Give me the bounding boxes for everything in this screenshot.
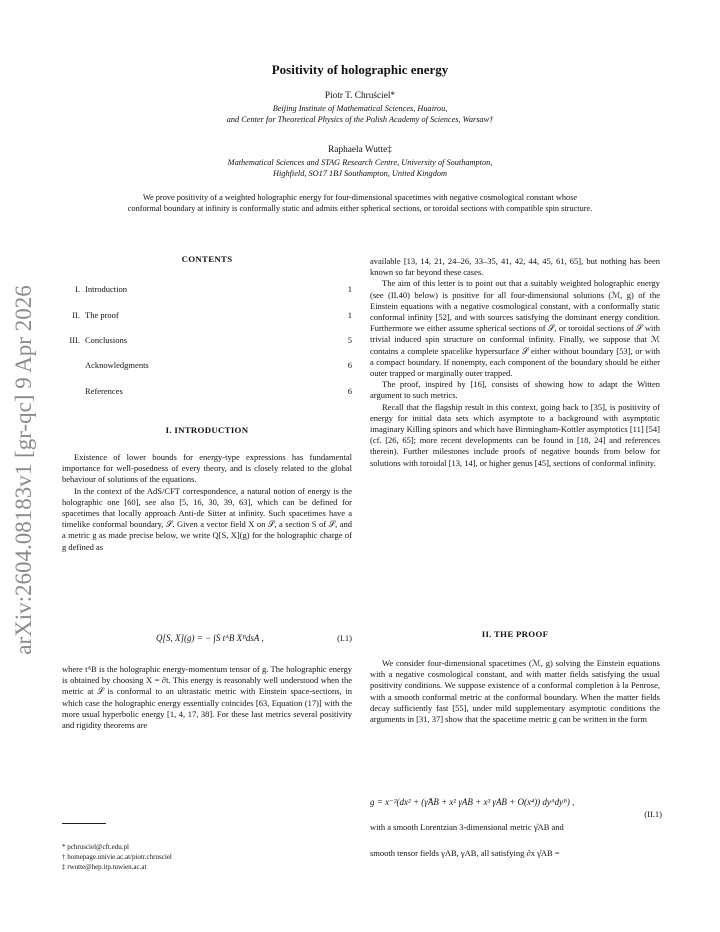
toc-label: References xyxy=(85,386,123,396)
toc-label: Conclusions xyxy=(85,335,128,345)
equation-body: Q[S, X](g) = − ∫S tᴬB XᴮdsA , xyxy=(156,633,264,643)
toc-label: Introduction xyxy=(85,284,128,294)
intro-paragraph-1: Existence of lower bounds for energy-type expressions has fundamental importance for well-posedness of every theory, and is closely related to the global behaviour of solutions of the equations. xyxy=(62,452,352,485)
toc-label: The proof xyxy=(85,310,119,320)
proof-body xyxy=(370,658,660,725)
equation-number: (II.1) xyxy=(644,809,662,819)
right-column-body xyxy=(370,256,660,469)
arxiv-id: arXiv:2604.08183v1 [gr-qc] 9 Apr 2026 xyxy=(11,285,36,655)
arxiv-stamp xyxy=(2,270,46,670)
paragraph-smooth-metric: with a smooth Lorentzian 3-dimensional metric γ̊AB and xyxy=(370,822,564,832)
intro-paragraph-2: In the context of the AdS/CFT correspondence, a natural notion of energy is the holographic one [60], see also [5, 16, 30, 39, 63], which can be defined for spacetimes that locally approach Anti-de Sitter at infinity. Such spacetimes have a timelike conformal boundary, 𝒮. Given a vector field X on 𝒮, a section S of 𝒮, and a metric g as made precise below, we write Q[S, X](g) for the holographic charge of g defined as xyxy=(62,485,352,552)
author-1-name: Piotr T. Chruściel* xyxy=(324,91,396,101)
contents-heading: CONTENTS xyxy=(181,254,233,264)
paragraph-consider: We consider four-dimensional spacetimes (ℳ, g) solving the Einstein equations with a negative cosmological constant, and with matter fields satisfying the usual positivity conditions. We suppose existence of a conformal completion à la Penrose, with a smooth conformal metric at the conformal boundary. When the matter fields decay sufficiently fast [55], under mild supplementary asymptotic conditions the arguments in [31, 37] show that the spacetime metric g can be written in the form xyxy=(370,658,660,725)
author-1-affiliation-1: Beijing Institute of Mathematical Sciences, Huairou, xyxy=(272,104,448,113)
section-1-heading: I. INTRODUCTION xyxy=(165,425,249,435)
paper-title: Positivity of holographic energy xyxy=(271,62,449,77)
toc-item-the-proof[interactable] xyxy=(62,310,352,322)
footnote-rule xyxy=(62,823,106,824)
footnote-3: ‡ rwutte@hep.itp.tuwien.ac.at xyxy=(62,863,147,871)
footnote-2: † homepage.univie.ac.at/piotr.chrusciel xyxy=(62,853,172,861)
toc-item-references[interactable] xyxy=(62,386,352,398)
toc-number: II. xyxy=(72,310,80,320)
toc-page: 1 xyxy=(347,310,352,320)
toc-item-conclusions[interactable] xyxy=(62,335,352,347)
toc-page: 1 xyxy=(347,284,352,294)
paragraph-proof-idea: The proof, inspired by [16], consists of showing how to adapt the Witten argument to such metrics. xyxy=(370,379,660,401)
intro-paragraph-3-block xyxy=(62,664,352,731)
author-1-affiliation-2: and Center for Theoretical Physics of the Polish Academy of Sciences, Warsaw† xyxy=(226,115,494,124)
introduction-body xyxy=(62,452,352,553)
equation-body: g = x⁻²(dx² + (γ̊AB + x² γAB + x³ γAB + O(x⁴)) dyᴬdyᴮ) , xyxy=(370,797,575,807)
footnote-1: * pchrusciel@cft.edu.pl xyxy=(62,843,129,851)
paragraph-continuation: available [13, 14, 21, 24–26, 33–35, 41, 42, 44, 45, 61, 65], but nothing has been known so far beyond these cases. xyxy=(370,256,660,278)
equation-number: (I.1) xyxy=(337,633,352,643)
toc-number: III. xyxy=(69,335,80,345)
paragraph-smooth-tensors: smooth tensor fields γAB, γAB, all satisfying ∂x γ̊AB = xyxy=(370,848,560,858)
paragraph-recall: Recall that the flagship result in this context, going back to [35], is positivity of energy for initial data sets which asymptote to a background with asymptotic imaginary Killing spinors and which have Birmingham-Kottler asymptotics [11] [54] (cf. [26, 65]; more recent developments can be found in [18, 24] and references therein). Further milestones include proofs of negative bounds from below for solutions with toroidal [13, 14], or higher genus [45], sections of conformal infinity. xyxy=(370,401,660,468)
toc-page: 6 xyxy=(347,386,352,396)
toc-label: Acknowledgments xyxy=(85,360,149,370)
section-2-heading: II. THE PROOF xyxy=(481,629,549,639)
author-2-affiliation-2: Highfield, SO17 1BJ Southampton, United Kingdom xyxy=(273,169,447,178)
toc-page: 5 xyxy=(347,335,352,345)
toc-number: I. xyxy=(75,284,80,294)
paragraph-aim: The aim of this letter is to point out that a suitably weighted holographic energy (see (II.40) below) is positive for all four-dimensional solutions (ℳ, g) of the Einstein equations with a negative cosmological constant, with a conformally static conformal infinity [52], and with sources satisfying the dominant energy condition. Furthermore we either assume spherical sections of 𝒮, or toroidal sections of 𝒮 with trivial induced spin structure on conformal infinity. Finally, we suppose that ℳ contains a complete spacelike hypersurface 𝒮 either without boundary [53], or with a compact boundary. If nonempty, each component of the boundary should be either outer trapped or marginally outer trapped. xyxy=(370,278,660,379)
intro-paragraph-3: where tᴬB is the holographic energy-momentum tensor of g. The holographic energy is obtained by choosing X = ∂t. This energy is reasonably well understood when the metric at 𝒮 is conformal to an ultrastatic metric with Einstein space-sections, in which case the holographic energy essentially coincides [63, Equation (17)] with the more usual hyperbolic energy [1, 4, 17, 38]. For these last metrics several positivity and rigidity theorems are xyxy=(62,664,352,731)
toc-page: 6 xyxy=(347,360,352,370)
author-2-affiliation-1: Mathematical Sciences and STAG Research Centre, University of Southampton, xyxy=(227,158,493,167)
toc-item-introduction[interactable] xyxy=(62,284,352,296)
abstract: We prove positivity of a weighted holographic energy for four-dimensional spacetimes with negative cosmological constant whose conformal boundary at infinity is conformally static and admits either spherical sections, or toroidal sections with compatible spin structure. xyxy=(127,193,593,214)
toc-item-acknowledgments[interactable] xyxy=(62,360,352,372)
author-2-name: Raphaela Wutte‡ xyxy=(328,145,392,155)
